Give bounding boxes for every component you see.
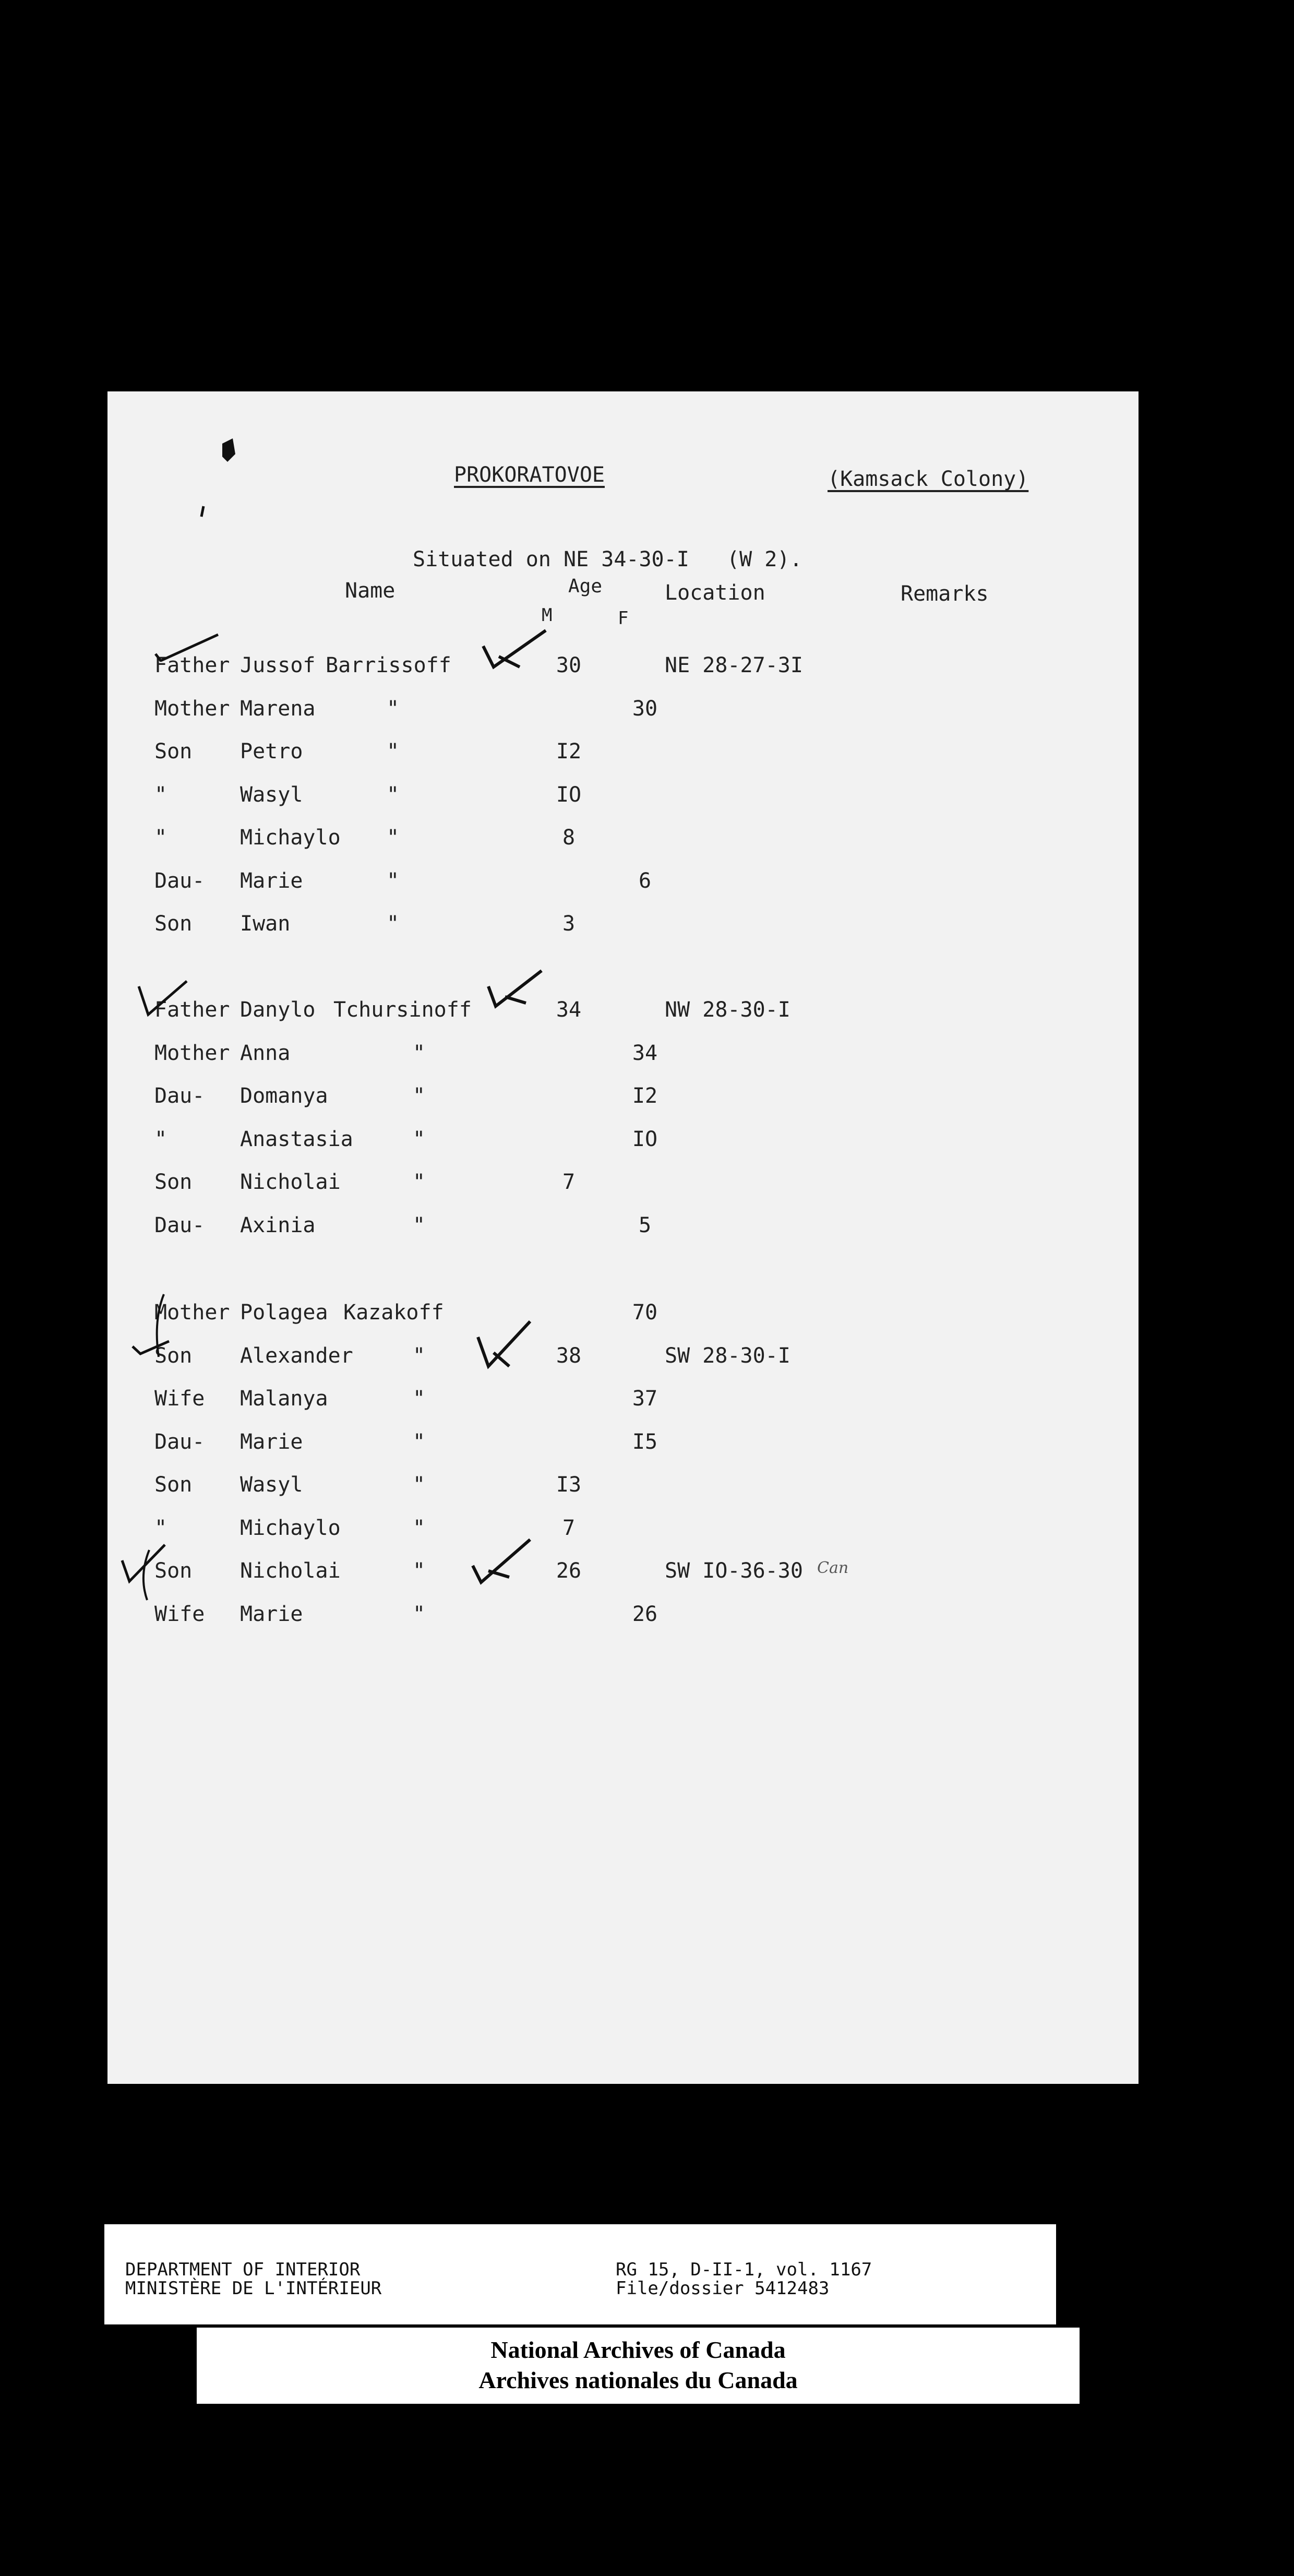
relationship-cell: Mother	[154, 1041, 230, 1065]
given-name-cell: Michaylo	[240, 1516, 341, 1540]
ditto-mark-cell: "	[387, 826, 400, 850]
given-name-cell: Danylo	[240, 998, 316, 1022]
relationship-cell: Son	[154, 1343, 193, 1368]
archive-name-en: National Archives of Canada	[490, 2336, 786, 2363]
relationship-cell: "	[154, 826, 167, 850]
checkmark-icon	[127, 1289, 190, 1362]
relationship-cell: Son	[154, 1473, 193, 1497]
ditto-mark-cell: "	[387, 696, 400, 721]
table-row	[107, 1345, 1139, 1377]
table-row	[107, 655, 1139, 686]
age-male-cell: 3	[562, 912, 576, 936]
checkmark-icon	[468, 1534, 535, 1587]
relationship-cell: Son	[154, 1170, 193, 1194]
colony-name: (Kamsack Colony)	[828, 467, 1029, 491]
ditto-mark-cell: "	[413, 1084, 426, 1108]
ditto-mark-cell: "	[413, 1516, 426, 1540]
relationship-cell: Father	[154, 653, 230, 677]
age-female-cell: I2	[632, 1084, 658, 1108]
given-name-cell: Petro	[240, 740, 303, 764]
ditto-mark-cell: "	[413, 1602, 426, 1626]
location-cell: SW 28-30-I	[665, 1343, 790, 1368]
age-female-cell: I5	[632, 1429, 658, 1454]
archive-name-fr: Archives nationales du Canada	[478, 2366, 798, 2393]
location-cell: SW IO-36-30	[665, 1559, 803, 1583]
column-header-location: Location	[665, 581, 765, 605]
age-male-cell: 8	[562, 826, 576, 850]
age-female-cell: 6	[638, 868, 652, 893]
given-name-cell: Domanya	[240, 1084, 328, 1108]
column-header-age-f: F	[618, 608, 629, 629]
given-name-cell: Marie	[240, 868, 303, 893]
ditto-mark-cell: "	[413, 1473, 426, 1497]
given-name-cell: Wasyl	[240, 1473, 303, 1497]
surname-cell: Kazakoff	[343, 1301, 444, 1325]
age-female-cell: 70	[632, 1301, 658, 1325]
checkmark-icon	[135, 976, 192, 1018]
table-row	[107, 1129, 1139, 1160]
age-male-cell: IO	[556, 782, 582, 807]
location-cell: NW 28-30-I	[665, 998, 790, 1022]
given-name-cell: Anna	[240, 1041, 291, 1065]
table-row	[107, 1043, 1139, 1074]
column-header-remarks: Remarks	[901, 582, 989, 606]
table-row	[107, 784, 1139, 816]
given-name-cell: Polagea	[240, 1301, 328, 1325]
remarks-cell: Can	[817, 1559, 849, 1577]
department-stamp	[104, 2224, 1056, 2324]
table-row	[107, 1560, 1139, 1592]
relationship-cell: Mother	[154, 696, 230, 721]
department-name-en: DEPARTMENT OF INTERIOR	[125, 2259, 361, 2280]
relationship-cell: Son	[154, 912, 193, 936]
ditto-mark-cell: "	[413, 1559, 426, 1583]
document-page	[107, 391, 1139, 2084]
age-female-cell: 34	[632, 1041, 658, 1065]
table-row	[107, 1172, 1139, 1203]
relationship-cell: Son	[154, 1559, 193, 1583]
file-reference: File/dossier 5412483	[616, 2278, 830, 2299]
given-name-cell: Alexander	[240, 1343, 353, 1368]
ditto-mark-cell: "	[387, 740, 400, 764]
column-header-age-m: M	[542, 605, 553, 626]
situated-line: Situated on NE 34-30-I (W 2).	[413, 547, 802, 571]
ditto-mark-cell: "	[387, 868, 400, 893]
surname-cell: Tchursinoff	[333, 998, 472, 1022]
age-male-cell: 34	[556, 998, 582, 1022]
table-row	[107, 1429, 1139, 1463]
relationship-cell: Dau-	[154, 868, 205, 893]
table-row	[107, 698, 1139, 730]
given-name-cell: Wasyl	[240, 782, 303, 807]
given-name-cell: Malanya	[240, 1387, 328, 1411]
table-row	[107, 827, 1139, 858]
given-name-cell: Nicholai	[240, 1559, 341, 1583]
relationship-cell: Mother	[154, 1301, 230, 1325]
table-row	[107, 999, 1139, 1031]
column-header-age: Age	[568, 576, 603, 597]
given-name-cell: Michaylo	[240, 826, 341, 850]
checkmark-icon	[118, 1540, 170, 1602]
age-male-cell: I2	[556, 740, 582, 764]
table-row	[107, 741, 1139, 772]
document-title: PROKORATOVOE	[454, 463, 605, 487]
relationship-cell: Dau-	[154, 1084, 205, 1108]
age-male-cell: 7	[562, 1170, 576, 1194]
relationship-cell: Dau-	[154, 1213, 205, 1237]
age-female-cell: IO	[632, 1127, 658, 1151]
relationship-cell: "	[154, 1127, 167, 1151]
table-row	[107, 1388, 1139, 1420]
relationship-cell: Son	[154, 740, 193, 764]
archive-label	[197, 2328, 1080, 2404]
checkmark-icon	[478, 625, 551, 672]
age-male-cell: 7	[562, 1516, 576, 1540]
age-female-cell: 26	[632, 1602, 658, 1626]
age-male-cell: 30	[556, 653, 582, 677]
table-row	[107, 1604, 1139, 1635]
given-name-cell: Nicholai	[240, 1170, 341, 1194]
relationship-cell: "	[154, 1516, 167, 1540]
column-header-name: Name	[345, 579, 396, 603]
surname-cell: Barrissoff	[326, 653, 451, 677]
ditto-mark-cell: "	[413, 1343, 426, 1368]
relationship-cell: Father	[154, 998, 230, 1022]
table-row	[107, 1474, 1139, 1506]
age-female-cell: 30	[632, 696, 658, 721]
table-row	[107, 870, 1139, 902]
given-name-cell: Marena	[240, 696, 316, 721]
table-row	[107, 1086, 1139, 1117]
relationship-cell: Wife	[154, 1602, 205, 1626]
relationship-cell: Wife	[154, 1387, 205, 1411]
record-group-reference: RG 15, D-II-1, vol. 1167	[616, 2259, 872, 2280]
age-male-cell: 38	[556, 1343, 582, 1368]
age-female-cell: 5	[638, 1213, 652, 1237]
department-name-fr: MINISTÈRE DE L'INTÉRIEUR	[125, 2278, 382, 2299]
ditto-mark-cell: "	[387, 782, 400, 807]
relationship-cell: Dau-	[154, 1429, 205, 1454]
checkmark-icon	[150, 630, 223, 662]
location-cell: NE 28-27-3I	[665, 653, 803, 677]
given-name-cell: Jussof	[240, 653, 316, 677]
age-female-cell: 37	[632, 1387, 658, 1411]
table-row	[107, 1302, 1139, 1333]
age-male-cell: I3	[556, 1473, 582, 1497]
ditto-mark-cell: "	[413, 1170, 426, 1194]
checkmark-icon	[473, 1316, 535, 1374]
ditto-mark-cell: "	[413, 1041, 426, 1065]
given-name-cell: Marie	[240, 1429, 303, 1454]
ditto-mark-cell: "	[387, 912, 400, 936]
table-row	[107, 1518, 1139, 1549]
ditto-mark-cell: "	[413, 1213, 426, 1237]
relationship-cell: "	[154, 782, 167, 807]
given-name-cell: Axinia	[240, 1213, 316, 1237]
age-male-cell: 26	[556, 1559, 582, 1583]
table-row	[107, 913, 1139, 945]
ink-mark	[191, 433, 254, 538]
table-row	[107, 1215, 1139, 1246]
ditto-mark-cell: "	[413, 1387, 426, 1411]
given-name-cell: Iwan	[240, 912, 291, 936]
given-name-cell: Marie	[240, 1602, 303, 1626]
checkmark-icon	[484, 965, 547, 1012]
ditto-mark-cell: "	[413, 1429, 426, 1454]
given-name-cell: Anastasia	[240, 1127, 353, 1151]
ditto-mark-cell: "	[413, 1127, 426, 1151]
